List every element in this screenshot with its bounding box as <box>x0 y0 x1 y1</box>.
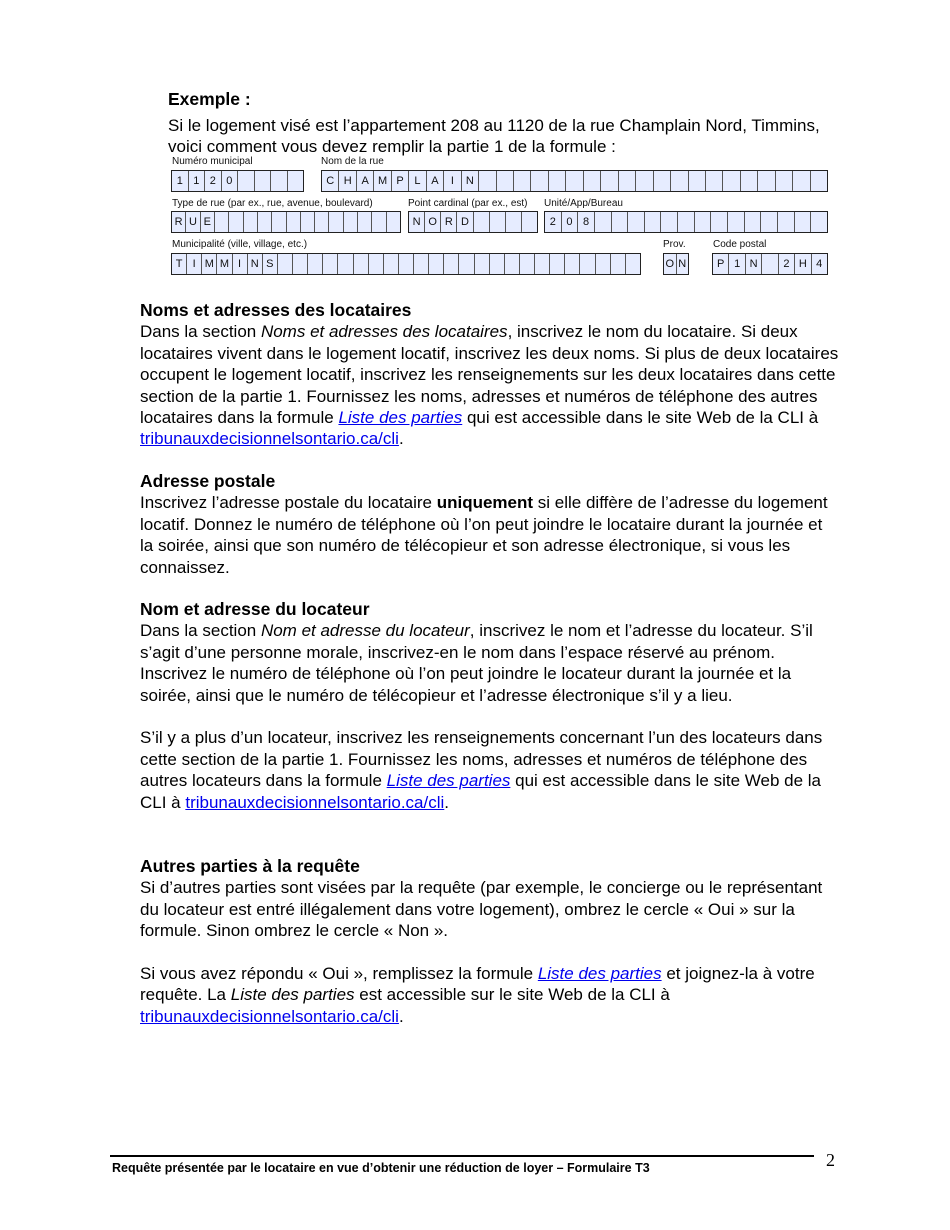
unit-label: Unité/App/Bureau <box>544 198 623 209</box>
paragraph: Inscrivez l’adresse postale du locataire uniquement si elle diffère de l’adresse du logement locatif. Donnez le numéro de téléphone où l’on peut joindre le locataire durant la journée et la soirée, ainsi que son numéro de télécopieur et son adresse électronique, si vous les connaissez. <box>140 493 828 577</box>
form-char-cell: N <box>678 258 687 270</box>
footer-divider <box>110 1155 814 1157</box>
form-char-cell <box>372 212 386 232</box>
form-char-cell <box>475 254 490 274</box>
section-heading: Nom et adresse du locateur <box>140 599 370 619</box>
section-heading: Noms et adresses des locataires <box>140 300 412 320</box>
form-char-cell <box>369 254 384 274</box>
section-heading: Autres parties à la requête <box>140 856 360 876</box>
form-char-cell <box>474 212 490 232</box>
form-char-cell <box>595 212 612 232</box>
form-char-cell: 1 <box>172 171 189 191</box>
form-char-cell: N <box>746 254 762 274</box>
form-char-cell <box>301 212 315 232</box>
form-char-cell: C <box>322 171 339 191</box>
form-char-cell <box>258 212 272 232</box>
form-char-cell <box>255 171 272 191</box>
form-char-cell <box>596 254 611 274</box>
postal-code-grid <box>712 253 828 275</box>
cli-website-link[interactable]: tribunauxdecisionnelsontario.ca/cli <box>185 792 445 812</box>
form-char-cell <box>645 212 662 232</box>
street-type-grid <box>171 211 401 233</box>
direction-grid <box>408 211 538 233</box>
form-char-cell: I <box>187 254 202 274</box>
form-char-cell: O <box>425 212 441 232</box>
form-char-cell <box>272 212 286 232</box>
form-char-cell: 2 <box>205 171 222 191</box>
form-char-cell: I <box>444 171 461 191</box>
form-char-cell <box>287 212 301 232</box>
form-char-cell <box>745 212 762 232</box>
paragraph: Si d’autres parties sont visées par la requête (par exemple, le concierge ou le représentant du locateur est entré illégalement dans votre logement), ombrez le cercle « Oui » sur la formule. Sinon ombrez le cercle « Non ». <box>140 878 823 941</box>
section-heading: Adresse postale <box>140 471 276 491</box>
form-char-cell: A <box>357 171 374 191</box>
form-char-cell <box>215 212 229 232</box>
form-char-cell <box>278 254 293 274</box>
paragraph: Dans la section Nom et adresse du locateur, inscrivez le nom et l’adresse du locateur. S’il s’agit d’une personne morale, inscrivez-en le nom dans l’espace réservé au prénom. Inscrivez le numéro de téléphone où l’on peut joindre le locateur durant la journée et la soirée, ainsi que le numéro de télécopieur et l’adresse électronique s’il y a lieu. <box>140 621 813 705</box>
form-char-cell: P <box>392 171 409 191</box>
form-char-cell <box>229 212 243 232</box>
liste-des-parties-link[interactable]: Liste des parties <box>386 771 511 791</box>
form-char-cell <box>776 171 793 191</box>
form-char-cell <box>628 212 645 232</box>
form-char-cell <box>387 212 400 232</box>
form-char-cell: E <box>201 212 215 232</box>
form-char-cell <box>288 171 304 191</box>
liste-des-parties-link[interactable]: Liste des parties <box>338 408 463 428</box>
example-title: Exemple : <box>168 89 251 109</box>
form-char-cell: R <box>441 212 457 232</box>
form-char-cell: D <box>457 212 473 232</box>
form-char-cell: H <box>795 254 811 274</box>
form-char-cell: I <box>233 254 248 274</box>
form-char-cell <box>323 254 338 274</box>
form-char-cell: O <box>664 254 677 274</box>
form-char-cell <box>414 254 429 274</box>
form-char-cell <box>566 171 583 191</box>
municipality-grid <box>171 253 641 275</box>
form-char-cell <box>793 171 810 191</box>
form-char-cell <box>329 212 343 232</box>
form-char-cell <box>795 212 812 232</box>
form-char-cell: R <box>172 212 186 232</box>
form-char-cell <box>531 171 548 191</box>
form-char-cell: P <box>713 254 729 274</box>
form-char-cell <box>238 171 255 191</box>
form-char-cell: 0 <box>562 212 579 232</box>
form-char-cell <box>358 212 372 232</box>
form-char-cell: N <box>409 212 425 232</box>
form-char-cell: 4 <box>816 258 823 270</box>
section-other-parties <box>140 856 840 1027</box>
paragraph: S’il y a plus d’un locateur, inscrivez les renseignements concernant l’un des locateurs dans cette section de la partie 1. Fournissez les noms, adresses et numéros de téléphone des autres locateurs dans la formule Liste des parties qui est accessible dans le site Web de la CLI à tribunauxdecisionnelsontario.ca/cli. <box>140 728 823 812</box>
form-char-cell: 2 <box>545 212 562 232</box>
example-form <box>171 156 831 281</box>
form-char-cell <box>661 212 678 232</box>
form-char-cell: L <box>409 171 426 191</box>
form-char-cell <box>728 212 745 232</box>
form-char-cell <box>293 254 308 274</box>
form-char-cell <box>459 254 474 274</box>
form-char-cell <box>671 171 688 191</box>
form-char-cell: 1 <box>729 254 745 274</box>
form-char-cell <box>354 254 369 274</box>
form-char-cell <box>490 212 506 232</box>
province-grid <box>663 253 689 275</box>
form-char-cell: N <box>248 254 263 274</box>
form-char-cell <box>761 212 778 232</box>
paragraph: Si vous avez répondu « Oui », remplissez la formule Liste des parties et joignez-la à votre requête. La Liste des parties est accessible sur le site Web de la CLI à tribunauxdecisionnelsontario.ca/cli. <box>140 964 815 1026</box>
direction-label: Point cardinal (par ex., est) <box>408 198 528 209</box>
form-char-cell <box>654 171 671 191</box>
form-char-cell <box>429 254 444 274</box>
form-char-cell <box>706 171 723 191</box>
form-char-cell <box>811 212 827 232</box>
form-char-cell <box>308 254 323 274</box>
section-postal-address <box>140 471 840 578</box>
unit-grid <box>544 211 828 233</box>
form-char-cell: 1 <box>189 171 206 191</box>
form-char-cell: M <box>217 254 232 274</box>
liste-des-parties-link[interactable]: Liste des parties <box>537 964 662 984</box>
form-char-cell <box>612 212 629 232</box>
form-char-cell <box>505 254 520 274</box>
form-char-cell <box>344 212 358 232</box>
form-char-cell <box>565 254 580 274</box>
form-char-cell <box>584 171 601 191</box>
page-number: 2 <box>826 1150 835 1170</box>
form-char-cell <box>636 171 653 191</box>
form-char-cell <box>626 254 640 274</box>
paragraph: Dans la section Noms et adresses des locataires, inscrivez le nom du locataire. Si deux locataires vivent dans le logement locatif, inscrivez les deux noms. Si plus de deux locataires occupent le logement locatif, inscrivez les renseignements sur les deux locataires dans cette section de la partie 1. Fournissez les noms, adresses et numéros de téléphone des autres locataires dans la formule Liste des parties qui est accessible dans le site Web de la CLI à tribunauxdecisionnelsontario.ca/cli. <box>140 322 839 449</box>
municipal-number-label: Numéro municipal <box>172 156 253 167</box>
form-char-cell: 0 <box>222 171 239 191</box>
street-type-label: Type de rue (par ex., rue, avenue, boulevard) <box>172 198 373 209</box>
form-char-cell: M <box>202 254 217 274</box>
street-name-label: Nom de la rue <box>321 156 384 167</box>
form-char-cell <box>619 171 636 191</box>
form-char-cell <box>522 212 537 232</box>
form-char-cell <box>535 254 550 274</box>
form-char-cell <box>550 254 565 274</box>
form-char-cell <box>580 254 595 274</box>
form-char-cell <box>689 171 706 191</box>
municipality-label: Municipalité (ville, village, etc.) <box>172 239 308 250</box>
form-char-cell <box>678 212 695 232</box>
section-tenants <box>140 300 840 450</box>
footer-title: Requête présentée par le locataire en vue d’obtenir une réduction de loyer – Formulaire T3 <box>112 1161 650 1175</box>
form-char-cell <box>490 254 505 274</box>
form-char-cell: 8 <box>578 212 595 232</box>
form-char-cell <box>811 171 827 191</box>
form-char-cell <box>506 212 522 232</box>
form-char-cell <box>384 254 399 274</box>
form-char-cell <box>549 171 566 191</box>
form-char-cell <box>479 171 496 191</box>
form-char-cell <box>601 171 618 191</box>
form-char-cell <box>338 254 353 274</box>
form-char-cell <box>723 171 740 191</box>
example-text: Si le logement visé est l’appartement 208 au 1120 de la rue Champlain Nord, Timmins, voici comment vous devez remplir la partie 1 de la formule : <box>168 116 820 156</box>
form-char-cell <box>399 254 414 274</box>
form-char-cell <box>758 171 775 191</box>
postal-code-label: Code postal <box>713 239 767 250</box>
form-char-cell <box>695 212 712 232</box>
province-label: Prov. <box>663 239 686 250</box>
form-char-cell <box>741 171 758 191</box>
form-char-cell: A <box>427 171 444 191</box>
form-char-cell <box>520 254 535 274</box>
form-char-cell <box>778 212 795 232</box>
form-char-cell: S <box>263 254 278 274</box>
form-char-cell <box>611 254 626 274</box>
form-char-cell: M <box>374 171 391 191</box>
form-char-cell <box>711 212 728 232</box>
section-landlord <box>140 599 840 813</box>
form-char-cell <box>244 212 258 232</box>
form-char-cell <box>315 212 329 232</box>
form-char-cell: T <box>172 254 187 274</box>
form-char-cell <box>762 254 778 274</box>
form-char-cell: U <box>186 212 200 232</box>
form-char-cell: N <box>462 171 479 191</box>
municipal-number-grid <box>171 170 304 192</box>
form-char-cell <box>271 171 288 191</box>
cli-website-link[interactable]: tribunauxdecisionnelsontario.ca/cli <box>140 1006 399 1026</box>
form-char-cell <box>444 254 459 274</box>
form-char-cell: H <box>339 171 356 191</box>
form-char-cell <box>514 171 531 191</box>
form-char-cell <box>497 171 514 191</box>
street-name-grid <box>321 170 828 192</box>
form-char-cell: 2 <box>779 254 795 274</box>
cli-website-link[interactable]: tribunauxdecisionnelsontario.ca/cli <box>140 429 399 449</box>
